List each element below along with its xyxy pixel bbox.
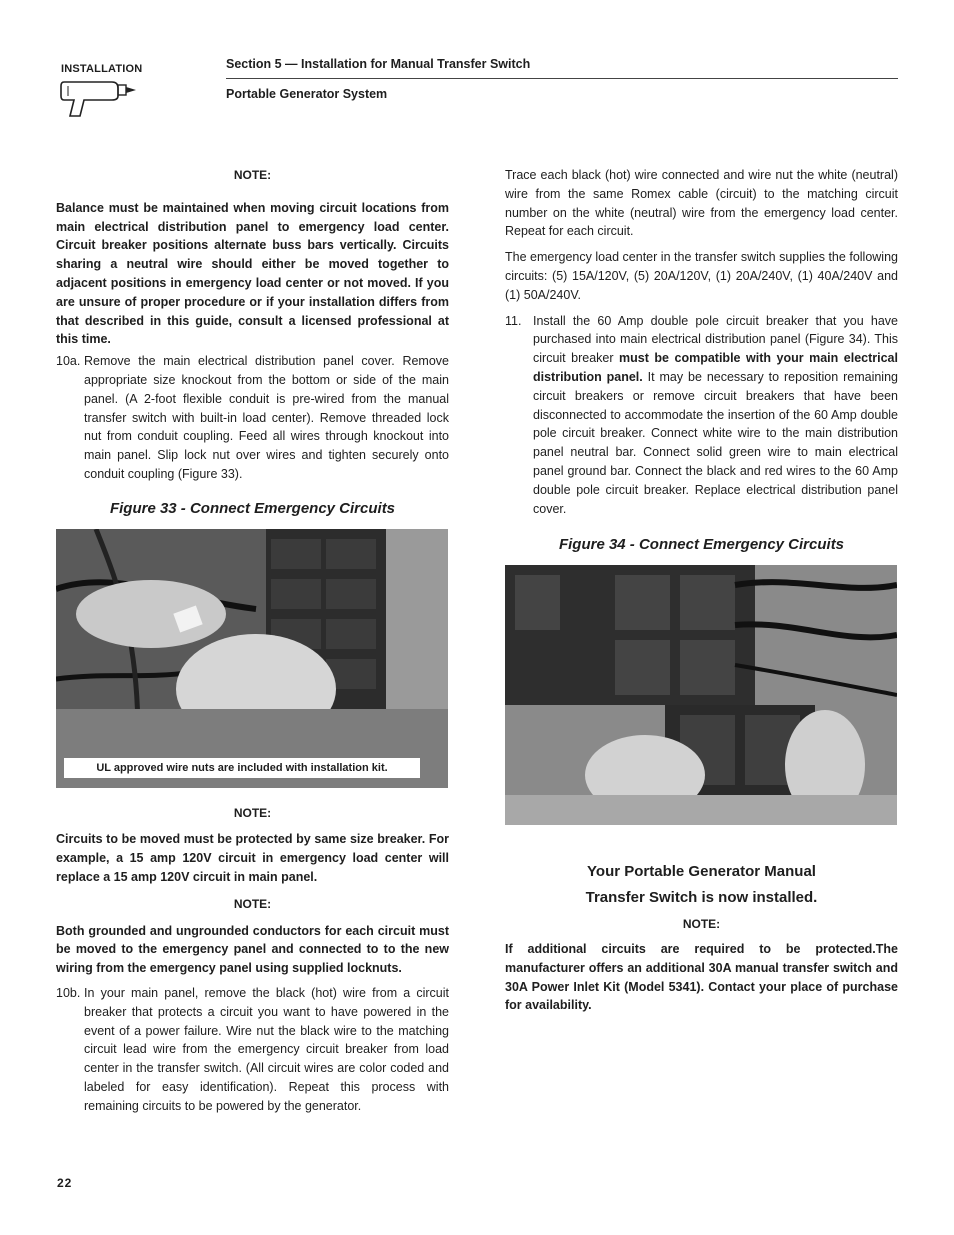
figure-33-image — [56, 529, 448, 788]
paragraph: The emergency load center in the transfer switch supplies the following circuits: (5) 15A/120V, (5) 20A/120V, (1) 20A/240V, (1) 40A/240V and (1) 50A/240V. — [505, 250, 898, 302]
paragraph: Trace each black (hot) wire connected and wire nut the white (neutral) wire from the same Romex cable (circuit) to the matching circuit number on the white (neutral) wire from the emergency load center. Repeat for each circuit. — [505, 168, 898, 239]
right-column — [505, 166, 898, 1015]
step-text-bold: must be compatible with your main electrical distribution panel. — [533, 351, 898, 384]
note-heading: NOTE: — [233, 896, 272, 911]
section-badge-label: INSTALLATION — [61, 63, 143, 75]
step-text — [533, 312, 898, 519]
step-number: 11. — [505, 313, 522, 328]
note-heading: NOTE: — [233, 805, 272, 820]
figure-33-photo-caption: UL approved wire nuts are included with installation kit. — [64, 758, 420, 778]
note-text: Both grounded and ungrounded conductors for each circuit must be moved to the emergency panel and connected to to the new wiring from the emergency panel using supplied locknuts. — [56, 923, 449, 976]
note-text: If additional circuits are required to be protected.The manufacturer offers an additional 30A manual transfer switch and 30A Power Inlet Kit (Model 5341). Contact your place of purchase for availability. — [505, 941, 898, 1013]
step-10a — [56, 352, 449, 484]
header-subtitle: Portable Generator System — [226, 87, 388, 101]
step-text: Remove the main electrical distribution panel cover. Remove appropriate size knockout from the bottom or side of the main panel. (A 2-foot flexible conduit is pre-wired from the manual transfer switch with built-in load center). Remove threaded lock nut from conduit coupling. Feed all wires through knockout into main panel. Slip lock nut over wires and tighten securely onto conduit coupling (Figure 33). — [84, 354, 449, 481]
header-title: Section 5 — Installation for Manual Transfer Switch — [226, 57, 531, 71]
completion-message-line1: Your Portable Generator Manual — [587, 863, 816, 881]
header-rule — [226, 78, 898, 79]
figure-34-image — [505, 565, 897, 825]
drill-icon — [60, 76, 140, 120]
step-number: 10a. — [56, 354, 81, 369]
completion-message-line2: Transfer Switch is now installed. — [585, 889, 818, 907]
step-number: 10b. — [56, 985, 81, 1000]
step-11 — [505, 312, 898, 519]
figure-34-caption: Figure 34 - Connect Emergency Circuits — [558, 536, 845, 554]
note-text: Balance must be maintained when moving circuit locations from main electrical distribution panel to emergency load center. Circuit breaker positions alternate buss bars vertically. Circuits sharing a neutral wire should either be moved together to adjacent positions in emergency load center or not moved. If you are unsure of proper procedure or if your installation differs from that described in this guide, consult a licensed professional at this time. — [56, 200, 449, 347]
step-text-part: Install the 60 Amp double pole circuit breaker that you have purchased into main electrical distribution panel (Figure 34). This circuit breaker — [533, 313, 898, 366]
step-10b — [56, 984, 449, 1116]
figure-33-photo — [56, 529, 448, 788]
step-text: In your main panel, remove the black (hot) wire from a circuit breaker that protects a circuit you want to have powered in the event of a power failure. Wire nut the black wire to the matching circuit lead wire from the emergency circuit breaker from load center in the transfer switch. (All circuit wires are color coded and labeled for easy identification). Repeat this process with remaining circuits to be powered by the generator. — [84, 985, 449, 1113]
figure-33-caption: Figure 33 - Connect Emergency Circuits — [109, 499, 396, 517]
step-text-part: It may be necessary to reposition remaining circuit breakers or remove circuit breakers that have been disconnected to accommodate the insertion of the 60 Amp double pole circuit breaker. Connect white wire to the main distribution panel neutral bar. Connect solid green wire to main electrical panel ground bar. Connect the black and red wires to the 60 Amp double pole circuit breaker. Replace electrical distribution panel cover. — [533, 369, 898, 516]
note-text: Circuits to be moved must be protected by same size breaker. For example, a 15 amp 120V circuit in emergency load center will replace a 15 amp 120V circuit in main panel. — [56, 832, 449, 884]
note-heading: NOTE: — [682, 917, 721, 932]
note-heading: NOTE: — [233, 168, 272, 182]
page-number: 22 — [57, 1176, 73, 1190]
figure-34-photo — [505, 565, 897, 825]
left-column — [56, 166, 449, 1116]
